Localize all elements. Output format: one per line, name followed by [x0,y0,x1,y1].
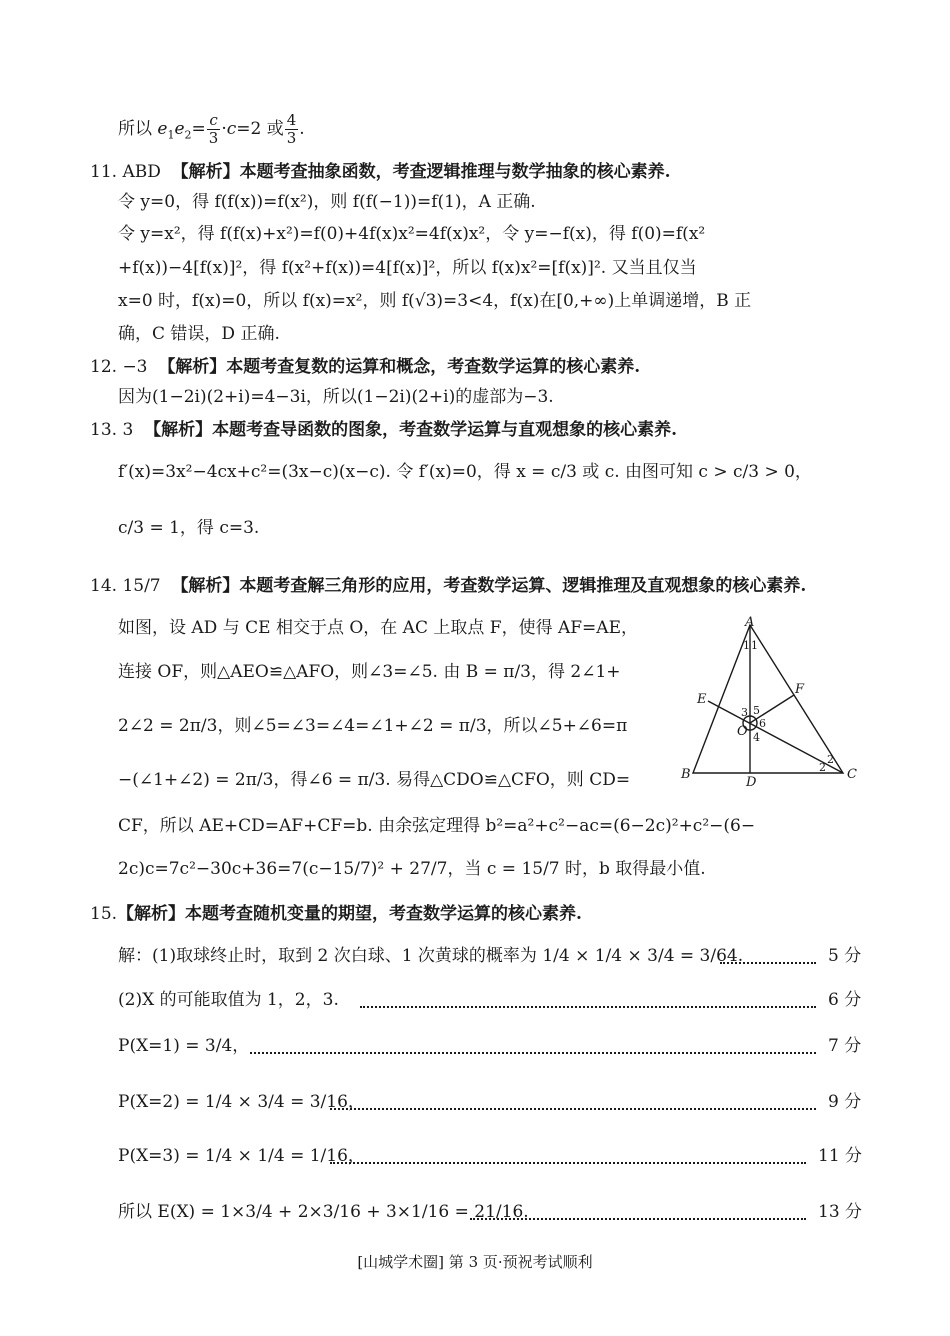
text-line: 令 y=0，得 f(f(x))=f(x²)，则 f(f(−1))=f(1)，A 正确. [118,192,536,212]
text-line: 确，C 错误，D 正确. [118,324,280,344]
angle-label: 2 [827,753,834,766]
leader-dots [250,1052,816,1054]
vertex-d: D [746,775,757,790]
text-line: 2∠2 = 2π/3，则∠5=∠3=∠4=∠1+∠2 = π/3，所以∠5+∠6=π [118,716,628,736]
vertex-b: B [681,767,691,782]
vertex-c: C [847,767,857,782]
q12-title: 【解析】本题考查复数的运算和概念，考查数学运算的核心素养. [158,357,641,377]
vertex-o: O [737,724,748,739]
text-line: 令 y=x²，得 f(f(x)+x²)=f(0)+4f(x)x²=4f(x)x²，令 y=−f(x)，得 f(0)=f(x² [118,224,706,244]
q13-title: 【解析】本题考查导函数的图象，考查数学运算与直观想象的核心素养. [144,420,677,440]
text-line: 连接 OF，则△AEO≌△AFO，则∠3=∠5. 由 B = π/3，得 2∠1+ [118,662,621,682]
score-label: 9 分 [828,1092,862,1112]
text-line: P(X=1) = 3/4， [118,1036,250,1056]
text-line: P(X=3) = 1/4 × 1/4 = 1/16， [118,1146,365,1166]
angle-label: 5 [753,704,760,717]
leader-dots [470,1218,806,1220]
question-11-header [90,158,671,186]
q15-number: 15. [90,904,118,924]
text-line: f′(x)=3x²−4cx+c²=(3x−c)(x−c). 令 f′(x)=0，得 x = c/3 或 c. 由图可知 c > c/3 > 0， [118,462,812,482]
angle-label: 4 [753,731,760,744]
text-line: +f(x))−4[f(x)]²，得 f(x²+f(x))=4[f(x)]²，所以 f(x)x²=[f(x)]². 又当且仅当 [118,258,697,278]
score-label: 13 分 [818,1202,863,1222]
text-line: −(∠1+∠2) = 2π/3，得∠6 = π/3. 易得△CDO≌△CFO，则 CD= [118,770,631,790]
q14-title: 【解析】本题考查解三角形的应用，考查数学运算、逻辑推理及直观想象的核心素养. [171,576,807,596]
question-12-header [90,353,640,381]
q15-title: 【解析】本题考查随机变量的期望，考查数学运算的核心素养. [117,904,582,924]
score-label: 6 分 [828,990,862,1010]
q12-answer: 12. −3 [90,357,148,377]
angle-label: 1 [751,639,758,652]
page-footer: [山城学术圈] 第 3 页·预祝考试顺利 [357,1253,593,1271]
q11-answer: 11. ABD [90,162,161,182]
text-line: P(X=2) = 1/4 × 3/4 = 3/16， [118,1092,365,1112]
text-line: 所以 E(X) = 1×3/4 + 2×3/16 + 3×1/16 = 21/16. [118,1202,529,1222]
question-13-header [90,416,677,444]
vertex-f: F [795,682,805,697]
q14-answer: 14. 15/7 [90,576,161,596]
triangle-abc [693,625,843,773]
triangle-figure [665,615,865,790]
text-line: 所以 $e_1e_2=$ $\frac{c}{3}$ ·c=2 或 $\frac{4}{3}$ . [118,111,305,147]
text-line: x=0 时，f(x)=0，所以 f(x)=x²，则 f(√3)=3<4，f(x)在[0,+∞)上单调递增，B 正 [118,291,752,311]
text-line: 因为(1−2i)(2+i)=4−3i，所以(1−2i)(2+i)的虚部为−3. [118,387,554,407]
angle-label: 3 [741,706,748,719]
vertex-e: E [697,692,707,707]
text-line: 如图，设 AD 与 CE 相交于点 O，在 AC 上取点 F，使得 AF=AE， [118,618,638,638]
angle-label: 2 [819,761,826,774]
question-15-header [90,900,582,928]
q11-title: 【解析】本题考查抽象函数，考查逻辑推理与数学抽象的核心素养. [171,162,671,182]
text-line: 解：(1)取球终止时，取到 2 次白球、1 次黄球的概率为 1/4 × 1/4 × 3/4 = 3/64. [118,946,744,966]
angle-label: 1 [743,639,750,652]
leader-dots [330,1162,806,1164]
vertex-a: A [745,615,755,630]
score-label: 7 分 [828,1036,862,1056]
score-label: 5 分 [828,946,862,966]
text-line: c/3 = 1，得 c=3. [118,518,260,538]
text-line: (2)X 的可能取值为 1，2，3. [118,990,339,1010]
score-label: 11 分 [818,1146,863,1166]
leader-dots [330,1108,816,1110]
angle-label: 6 [759,717,766,730]
question-14-header [90,572,806,600]
q13-answer: 13. 3 [90,420,134,440]
leader-dots [720,962,816,964]
leader-dots [360,1006,816,1008]
text-line: CF，所以 AE+CD=AF+CF=b. 由余弦定理得 b²=a²+c²−ac=(6−2c)²+c²−(6− [118,816,756,836]
text-line: 2c)c=7c²−30c+36=7(c−15/7)² + 27/7，当 c = 15/7 时，b 取得最小值. [118,859,706,879]
